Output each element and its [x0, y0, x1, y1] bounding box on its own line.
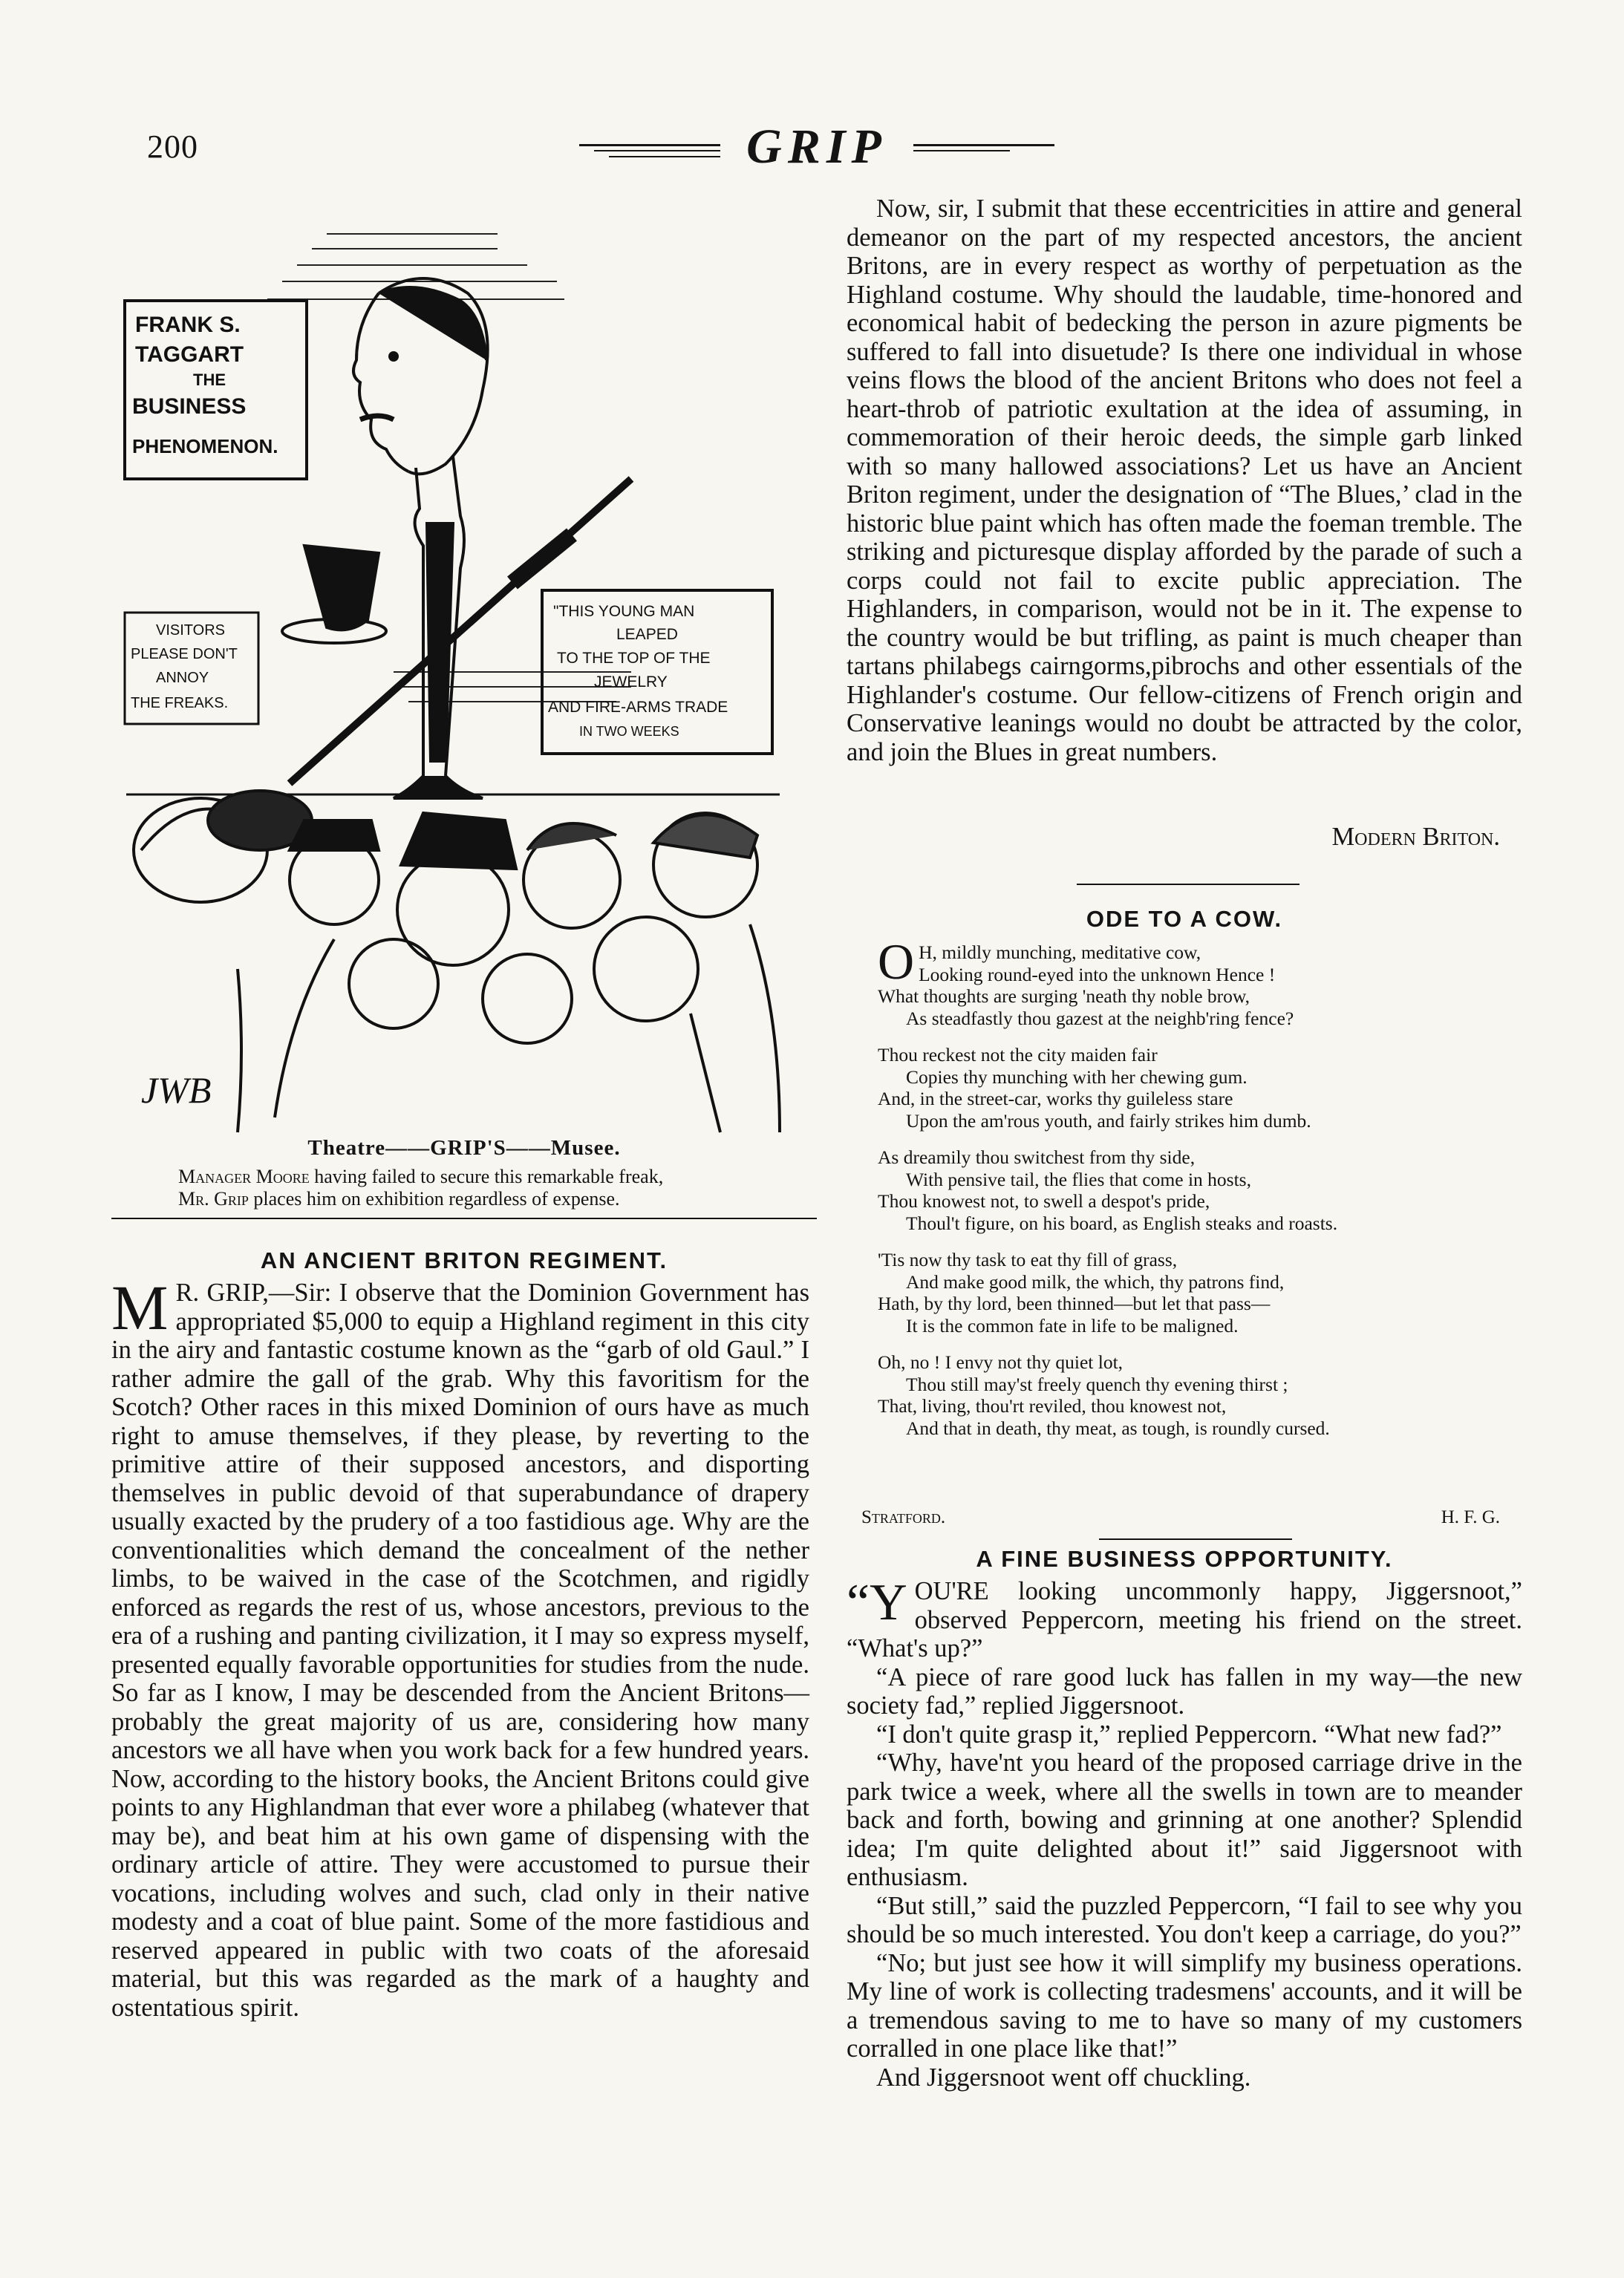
- poem-line: Thoul't figure, on his board, as English steaks and roasts.: [906, 1212, 1338, 1234]
- poem-line: Upon the am'rous youth, and fairly strikes him dumb.: [906, 1109, 1311, 1132]
- poem-line: Hath, by thy lord, been thinned—but let that pass—: [878, 1293, 1271, 1314]
- business-paragraph: And Jiggersnoot went off chuckling.: [876, 2063, 1251, 2092]
- poem-line: Thou reckest not the city maiden fair: [878, 1044, 1158, 1065]
- business-paragraph: “But still,” said the puzzled Peppercorn, “I fail to see why you should be so much interested. You don't keep a carriage, do you?”: [847, 1891, 1522, 1948]
- poem-line: And, in the street-car, works thy guileless stare: [878, 1088, 1233, 1109]
- placard-right-line-1: "THIS YOUNG MAN: [553, 603, 695, 620]
- cartoon-illustration: [111, 197, 817, 1140]
- masthead-rule-right-2: [913, 150, 1010, 151]
- figure-head: [353, 278, 488, 474]
- business-paragraph: “I don't quite grasp it,” replied Peppercorn. “What new fad?”: [876, 1720, 1502, 1749]
- poem-line: As steadfastly thou gazest at the neighb'ring fence?: [906, 1007, 1294, 1029]
- poem-initials: H. F. G.: [1441, 1507, 1500, 1527]
- business-paragraph: “No; but just see how it will simplify my business operations. My line of work is collecting tradesmens' accounts, and it will be a tremendous saving to me to have so many of my customers corralled in one place like that!”: [847, 1948, 1522, 2063]
- poem-dropcap: O: [878, 933, 915, 990]
- cartoon-caption-title: Theatre——GRIP'S——Musee.: [307, 1136, 621, 1160]
- placard-right-text: [548, 603, 728, 739]
- placard-visitors-line-2: PLEASE DON'T: [131, 646, 238, 662]
- poem-line: 'Tis now thy task to eat thy fill of grass,: [878, 1249, 1178, 1270]
- poem-line: What thoughts are surging 'neath thy noble brow,: [878, 985, 1250, 1007]
- briton-dropcap: M: [111, 1272, 169, 1343]
- business-heading: A FINE BUSINESS OPPORTUNITY.: [976, 1546, 1393, 1572]
- caption-line-2: [178, 1188, 817, 1210]
- placard-left-line-3: THE: [193, 371, 226, 389]
- placard-right-line-4: JEWELRY: [594, 673, 668, 691]
- poem-stanza: [878, 1249, 1516, 1337]
- poem-body: [878, 933, 1516, 1454]
- caption-grip: Mr. Grip: [178, 1188, 249, 1210]
- crowd: [134, 791, 780, 1132]
- poem-stanza: [878, 1351, 1516, 1439]
- divider-1: [1077, 884, 1299, 885]
- masthead: [564, 119, 1069, 178]
- poem-line: Looking round-eyed into the unknown Hence !: [919, 963, 1276, 985]
- poem-line: And make good milk, the which, thy patrons find,: [906, 1270, 1285, 1293]
- caption-line-2-text: places him on exhibition regardless of expense.: [248, 1188, 620, 1210]
- poem-line: Copies thy munching with her chewing gum.: [906, 1065, 1248, 1088]
- caption-line-1: [178, 1166, 817, 1188]
- poem-line: As dreamily thou switchest from thy side,: [878, 1146, 1196, 1168]
- figure-hat: [282, 546, 386, 643]
- briton-text-left: R. GRIP,—Sir: I observe that the Dominion Government has appropriated $5,000 to equip a Highland regiment in this city in the airy and fantastic costume known as the “garb of old Gaul.” I rather admire the gall of the grab. Why this favoritism for the Scotch? Other races in this mixed Dominion of ours have as much right to amuse themselves, if they please, by reverting to the primitive attire of their supposed ancestors, and disporting themselves in public devoid of that superabundance of drapery usually exacted by the prudery of a too fastidious age. Why are the conventionalities which demand the concealment of the nether limbs, to be waived in the case of the Scotchmen, and rigidly enforced as regards the rest of us, whose ancestors, previous to the era of a rushing and panting civilization, it I may so express myself, presented equally favorable opportunities for studies from the nude. So far as I know, I may be descended from the Ancient Britons—probably the great majority of us are, considering how many ancestors we all have when you work back for a few hundred years. Now, according to the history books, the Ancient Britons could give points to any Highlandman that ever wore a philabeg (whatever that may be), and beat him at his own game of dispensing with the ordinary article of attire. They were accustomed to pursue their vocations, including wolves and such, clad only in their native modesty and a coat of blue paint. Some of the more fastidious and reserved appeared in public with two coats of the aforesaid material, but this was regarded as the mark of a haughty and ostentatious spirit.: [111, 1279, 809, 2022]
- briton-signature: Modern Briton.: [1331, 823, 1500, 851]
- placard-right-line-5: AND FIRE-ARMS TRADE: [548, 699, 728, 716]
- poem-stanza: [878, 933, 1516, 1029]
- poem-place: Stratford.: [861, 1507, 946, 1527]
- poem-line: Oh, no ! I envy not thy quiet lot,: [878, 1351, 1124, 1373]
- placard-right-line-6: IN TWO WEEKS: [579, 724, 679, 739]
- divider-2: [1099, 1538, 1292, 1540]
- placard-visitors-line-1: VISITORS: [156, 622, 225, 639]
- page-number: 200: [147, 128, 198, 165]
- poem-line: It is the common fate in life to be maligned.: [906, 1314, 1239, 1337]
- caption-divider: [111, 1218, 817, 1219]
- briton-article-left: [111, 1272, 809, 2022]
- placard-left-line-5: PHENOMENON.: [132, 435, 278, 457]
- placard-right-line-2: LEAPED: [616, 626, 678, 643]
- briton-text-right: Now, sir, I submit that these eccentricities in attire and general demeanor on the part of my respected ancestors, the ancient Britons, are in every respect as worthy of perpetuation as the Highland costume. Why should the laudable, time-honored and economical habit of bedecking the person in azure pigments be suffered to fall into disuetude? Is there one individual in whose veins flows the blood of the ancient Britons who does not feel a heart-throb of patriotic exultation at the idea of assuming, in commemoration of their heroic deeds, the simple garb linked with so many hallowed associations? Let us have an Ancient Briton regiment, under the designation of “The Blues,’ clad in the historic blue paint which has often made the foeman tremble. The striking and picturesque display afforded by the parade of such a corps could not fail to excite public appreciation. The Highlanders, in comparison, would not be in it. The expense to the country would be but trifling, as paint is much cheaper than tartans philabegs cairngorms,pibrochs and other essentials of the Highlander's costume. Our fellow-citizens of French origin and Conservative leanings would no doubt be attracted by the color, and join the Blues in great numbers.: [847, 195, 1522, 766]
- masthead-title: GRIP: [746, 120, 887, 174]
- briton-article-right: [847, 195, 1522, 766]
- business-paragraph: “Why, have'nt you heard of the proposed carriage drive in the park twice a week, where all the swells in town are to meander back and forth, bowing and grinning at one another? Splendid idea; I'm quite delighted about it!” said Jiggersnoot with enthusiasm.: [847, 1749, 1522, 1891]
- placard-right-line-3: TO THE TOP OF THE: [557, 650, 711, 667]
- briton-heading: AN ANCIENT BRITON REGIMENT.: [260, 1247, 668, 1273]
- business-paragraph: OU'RE looking uncommonly happy, Jiggersnoot,” observed Peppercorn, meeting his friend on the street. “What's up?”: [847, 1577, 1522, 1662]
- poem-line: That, living, thou'rt reviled, thou knowest not,: [878, 1395, 1227, 1417]
- placard-left-line-1: FRANK S.: [135, 313, 241, 337]
- artist-signature: JWB: [141, 1069, 212, 1111]
- placard-visitors-text: [131, 622, 238, 711]
- poem-signature: [861, 1507, 1500, 1528]
- caption-line-1-text: having failed to secure this remarkable freak,: [309, 1166, 664, 1187]
- poem-line: H, mildly munching, meditative cow,: [919, 941, 1201, 963]
- caption-manager: Manager Moore: [178, 1166, 310, 1187]
- placard-visitors-line-3: ANNOY: [156, 670, 209, 686]
- poem-heading: ODE TO A COW.: [1086, 906, 1283, 932]
- placard-left-line-4: BUSINESS: [132, 394, 247, 419]
- placard-left-line-2: TAGGART: [135, 342, 244, 367]
- poem-stanza: [878, 1044, 1516, 1132]
- poem-stanza: [878, 1146, 1516, 1234]
- poem-line: Thou knowest not, to swell a despot's pride,: [878, 1190, 1210, 1212]
- placard-left-text: [132, 313, 278, 457]
- masthead-rule-right: [913, 144, 1054, 146]
- poem-line: And that in death, thy meat, as tough, is roundly cursed.: [906, 1417, 1330, 1439]
- business-dropcap: “Y: [847, 1574, 907, 1631]
- poem-line: With pensive tail, the flies that come in hosts,: [906, 1168, 1251, 1190]
- business-paragraph: “A piece of rare good luck has fallen in my way—the new society fad,” replied Jiggersnoot.: [847, 1662, 1522, 1720]
- cartoon-caption: [178, 1166, 817, 1210]
- poem-line: Thou still may'st freely quench thy evening thirst ;: [906, 1373, 1288, 1395]
- cartoon-drawing: [111, 197, 817, 1140]
- business-article: [847, 1574, 1522, 2092]
- placard-visitors-line-4: THE FREAKS.: [131, 695, 229, 711]
